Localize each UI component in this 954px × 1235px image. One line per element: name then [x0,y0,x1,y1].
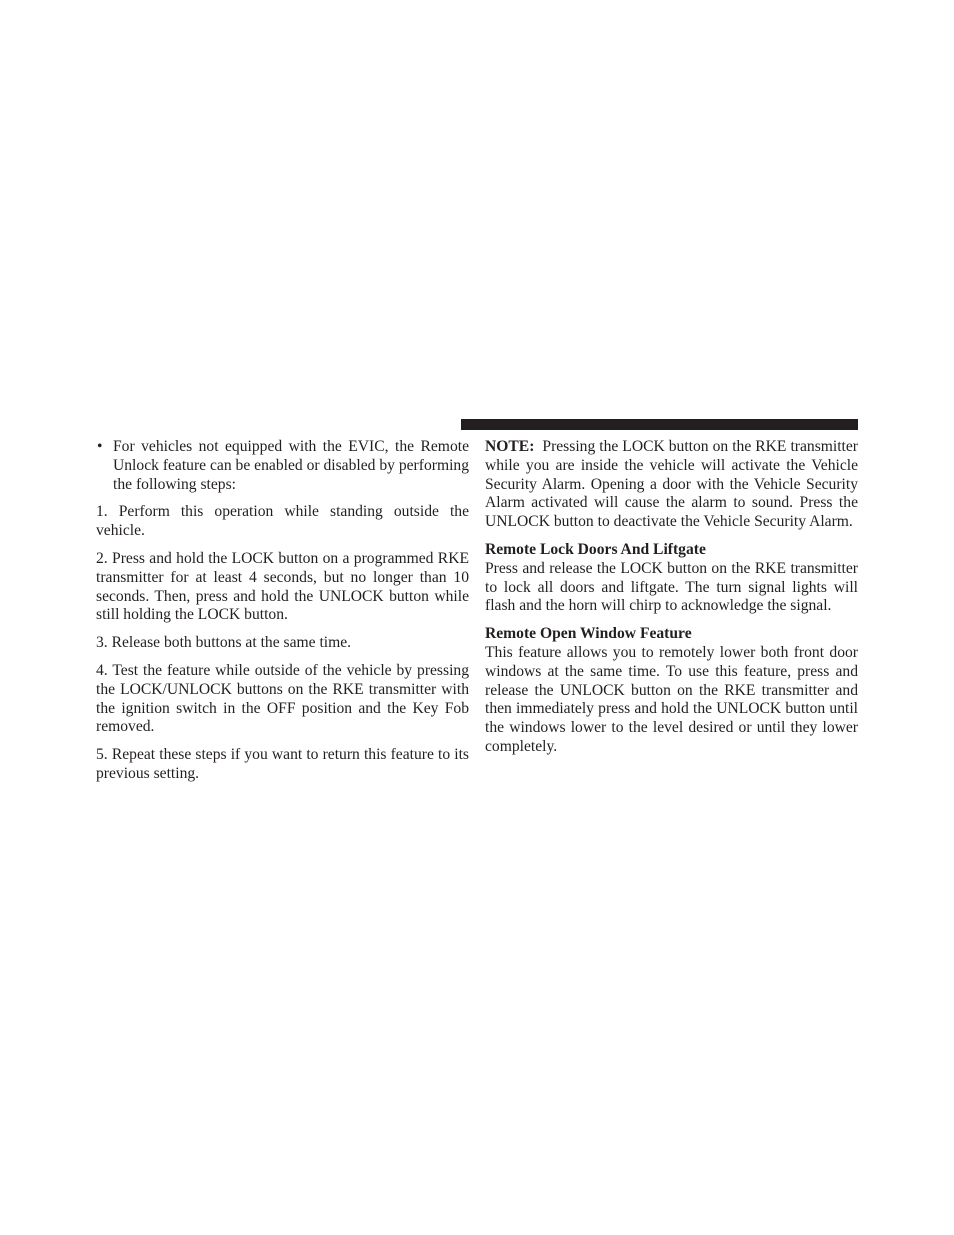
bullet-dot-icon: • [97,438,103,455]
step-3: 3. Release both buttons at the same time. [96,634,352,652]
step-1: 1. Perform this operation while standing outside the vehicle. [96,503,469,540]
right-column [485,438,858,766]
section-body-remote-window: This feature allows you to remotely lower both front door windows at the same time. To use this feature, press and release the UNLOCK button on the RKE transmitter and then immediately press and hold the UNLOCK button until the windows lower to the level desired or until they lower completely. [485,643,858,755]
header-rule [461,419,858,430]
note-label: NOTE: [485,438,535,455]
step-5: 5. Repeat these steps if you want to return this feature to its previous setting. [96,746,469,782]
step-2: 2. Press and hold the LOCK button on a programmed RKE transmitter for at least 4 seconds, but no longer than 10 seconds. Then, press and hold the UNLOCK button while still holding the LOCK button. [96,549,469,624]
section-body-remote-lock: Press and release the LOCK button on the RKE transmitter to lock all doors and liftgate. The turn signal lights will flash and the horn will chirp to acknowledge the signal. [485,559,858,615]
left-column [96,438,469,793]
note-text: Pressing the LOCK button on the RKE transmitter while you are inside the vehicle will activate the Vehicle Security Alarm. Opening a door with the Vehicle Security Alarm activated will cause the alarm to sound. Press the UNLOCK button to deactivate the Vehicle Security Alarm. [485,438,858,531]
step-4: 4. Test the feature while outside of the vehicle by pressing the LOCK/UNLOCK buttons on the RKE transmitter with the ignition switch in the OFF position and the Key Fob removed. [96,661,469,736]
bullet-item [96,438,469,494]
bullet-text: For vehicles not equipped with the EVIC, the Remote Unlock feature can be enabled or disabled by performing the following steps: [113,438,469,493]
section-heading-remote-lock: Remote Lock Doors And Liftgate [485,540,706,558]
note-paragraph [485,438,858,532]
section-heading-remote-window: Remote Open Window Feature [485,625,692,643]
